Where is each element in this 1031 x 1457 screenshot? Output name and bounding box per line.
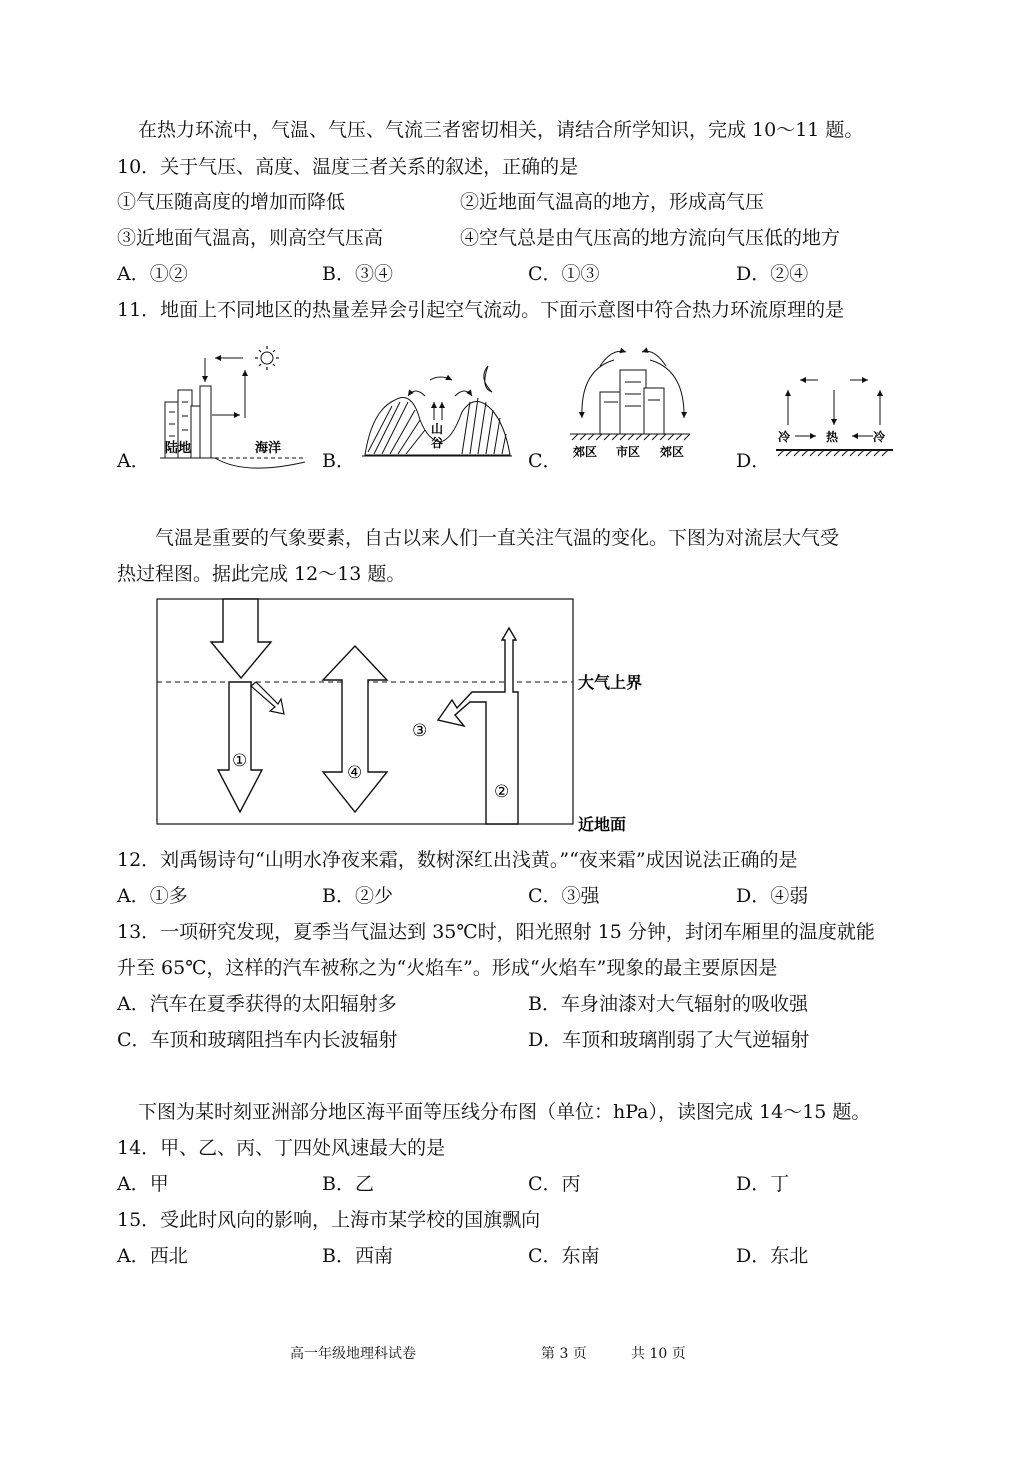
q10-option-d[interactable]: D．②④ [736, 263, 809, 285]
footer-exam-title: 高一年级地理科试卷 [290, 1346, 416, 1362]
label-valley-1: 山 [431, 422, 444, 436]
label-cold-right: 冷 [873, 430, 886, 444]
marker-4: ④ [347, 763, 363, 783]
footer-page-number: 第 3 页 [541, 1346, 587, 1362]
marker-3: ③ [412, 721, 428, 741]
marker-2: ② [494, 782, 510, 802]
q14-option-c[interactable]: C．丙 [528, 1173, 581, 1195]
q14-stem: 14．甲、乙、丙、丁四处风速最大的是 [117, 1137, 446, 1159]
q10-option-b[interactable]: B．③④ [322, 263, 393, 285]
marker-1: ① [232, 751, 248, 771]
q10-item-4: ④空气总是由气压高的地方流向气压低的地方 [460, 227, 841, 249]
q15-option-d[interactable]: D．东北 [736, 1245, 809, 1267]
q10-option-a[interactable]: A．①② [117, 263, 188, 285]
q11-option-c[interactable]: C． [528, 450, 562, 472]
label-suburb-left: 郊区 [573, 445, 598, 459]
q15-option-b[interactable]: B．西南 [322, 1245, 393, 1267]
q14-option-a[interactable]: A．甲 [117, 1173, 169, 1195]
q15-option-c[interactable]: C．东南 [528, 1245, 600, 1267]
diagram-a[interactable] [160, 346, 305, 468]
intro-10-11: 在热力环流中，气温、气压、气流三者密切相关，请结合所学知识，完成 10～11 题。 [138, 119, 864, 141]
label-land: 陆地 [165, 441, 192, 456]
q11-option-b[interactable]: B． [322, 450, 355, 472]
q14-option-d[interactable]: D．丁 [736, 1173, 790, 1195]
label-valley-2: 谷 [431, 436, 444, 450]
diagram-b[interactable] [362, 366, 512, 456]
reflected-arrow [251, 682, 284, 714]
q11-diagrams [0, 330, 1031, 480]
q10-item-2: ②近地面气温高的地方，形成高气压 [460, 191, 765, 213]
label-top-atmosphere: 大气上界 [578, 673, 643, 692]
diagram-c[interactable] [570, 351, 690, 459]
label-city: 市区 [616, 445, 641, 459]
q10-option-c[interactable]: C．①③ [528, 263, 600, 285]
arrow-1 [218, 682, 262, 812]
q13-option-b[interactable]: B．车身油漆对大气辐射的吸收强 [528, 993, 808, 1015]
q13-option-a[interactable]: A．汽车在夏季获得的太阳辐射多 [117, 993, 397, 1015]
label-sea: 海洋 [255, 441, 282, 456]
q13-stem-line1: 13．一项研究发现，夏季当气温达到 35℃时，阳光照射 15 分钟，封闭车厢里的温度就能 [117, 921, 875, 943]
q12-option-b[interactable]: B．②少 [322, 885, 393, 907]
label-ground: 近地面 [578, 815, 627, 834]
q12-stem: 12．刘禹锡诗句“山明水净夜来霜，数树深红出浅黄。”“夜来霜”成因说法正确的是 [117, 849, 798, 871]
q11-stem: 11．地面上不同地区的热量差异会引起空气流动。下面示意图中符合热力环流原理的是 [117, 299, 845, 321]
q14-option-b[interactable]: B．乙 [322, 1173, 374, 1195]
solar-arrow-top [211, 599, 271, 678]
q13-stem-line2: 升至 65℃，这样的汽车被称之为“火焰车”。形成“火焰车”现象的最主要原因是 [117, 957, 778, 979]
q11-option-d[interactable]: D． [736, 450, 771, 472]
q10-item-3: ③近地面气温高，则高空气压高 [117, 227, 384, 249]
intro-12-13-line2: 热过程图。据此完成 12～13 题。 [117, 563, 406, 585]
q15-option-a[interactable]: A．西北 [117, 1245, 188, 1267]
label-suburb-right: 郊区 [660, 445, 685, 459]
q12-option-c[interactable]: C．③强 [528, 885, 600, 907]
q10-stem: 10．关于气压、高度、温度三者关系的叙述，正确的是 [117, 156, 579, 178]
q12-option-a[interactable]: A．①多 [117, 885, 188, 907]
q13-option-d[interactable]: D．车顶和玻璃削弱了大气逆辐射 [528, 1029, 810, 1051]
arrow-4 [323, 646, 387, 812]
label-cold-left: 冷 [778, 430, 791, 444]
footer-total-pages: 共 10 页 [631, 1346, 686, 1362]
q15-stem: 15．受此时风向的影响，上海市某学校的国旗飘向 [117, 1209, 541, 1231]
q11-option-a[interactable]: A． [117, 450, 150, 472]
intro-12-13-line1: 气温是重要的气象要素，自古以来人们一直关注气温的变化。下图为对流层大气受 [155, 527, 840, 549]
diagram-d[interactable] [776, 380, 893, 456]
q12-option-d[interactable]: D．④弱 [736, 885, 809, 907]
label-hot: 热 [826, 430, 839, 444]
q13-option-c[interactable]: C．车顶和玻璃阻挡车内长波辐射 [117, 1029, 398, 1051]
intro-14-15: 下图为某时刻亚洲部分地区海平面等压线分布图（单位：hPa），读图完成 14～15 题。 [138, 1101, 871, 1123]
atmosphere-heating-figure [0, 590, 1031, 840]
q10-item-1: ①气压随高度的增加而降低 [117, 191, 346, 213]
